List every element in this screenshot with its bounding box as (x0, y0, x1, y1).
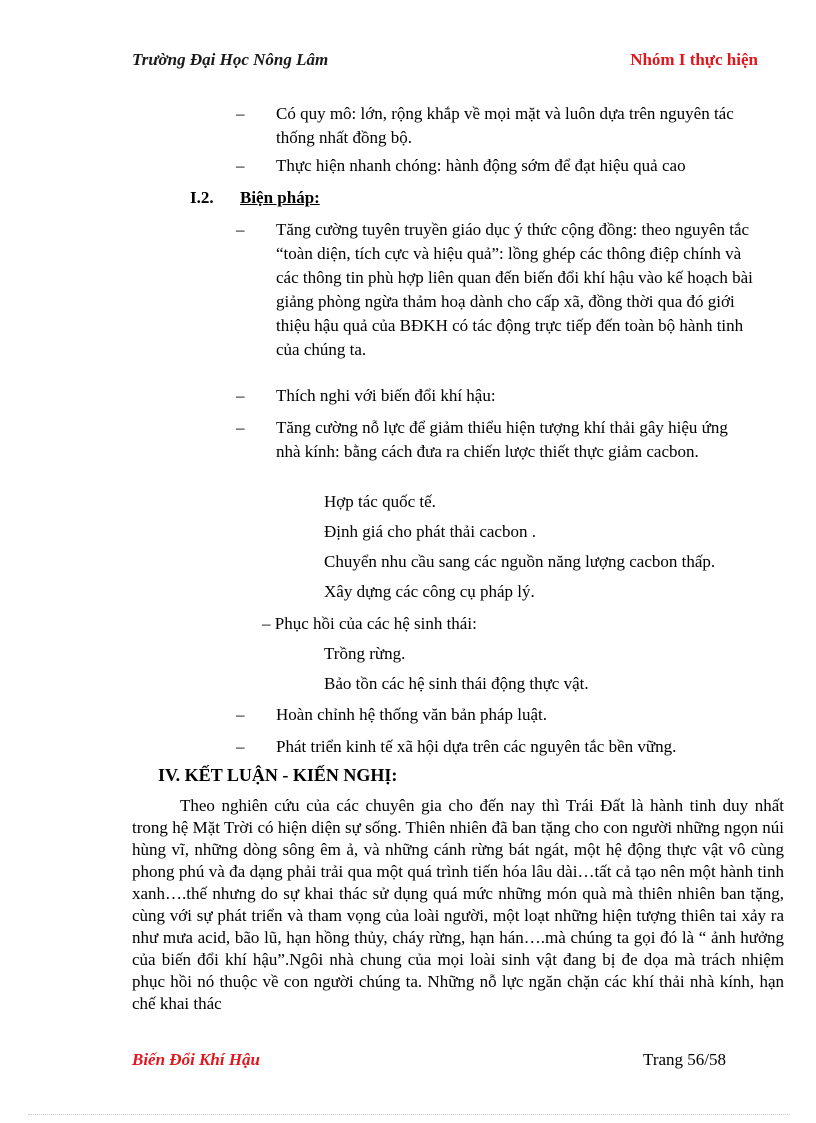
carbon-item: Định giá cho phát thải cacbon . (324, 522, 536, 541)
header-school-name: Trường Đại Học Nông Lâm (132, 50, 329, 69)
footer-title: Biến Đổi Khí Hậu (132, 1050, 261, 1069)
bullet-dash: – (236, 705, 245, 724)
bullet-dash: – (236, 386, 245, 405)
final-item-legal: Hoàn chỉnh hệ thống văn bản pháp luật. (276, 705, 547, 724)
bullet-dash: – (236, 104, 245, 123)
bullet-item-speed: Thực hiện nhanh chóng: hành động sớm để đạt hiệu quả cao (276, 156, 686, 175)
bullet-dash: – (236, 737, 245, 756)
measure-item-adaptation: Thích nghi với biến đổi khí hậu: (276, 386, 496, 405)
bullet-dash: – (236, 220, 245, 239)
final-item-sustainable: Phát triển kinh tế xã hội dựa trên các nguyên tắc bền vững. (276, 737, 677, 756)
page-number: Trang 56/58 (643, 1050, 726, 1069)
bullet-dash: – (236, 156, 245, 175)
measure-item-emissions: Tăng cường nỗ lực để giảm thiểu hiện tượng khí thải gây hiệu ứng nhà kính: bằng cách đưa ra chiến lược thiết thực giảm cacbon. (276, 418, 728, 461)
conclusion-paragraph: Theo nghiên cứu của các chuyên gia cho đến nay thì Trái Đất là hành tinh duy nhất trong hệ Mặt Trời có hiện diện sự sống. Thiên nhiên đã ban tặng cho con người những ngọn núi hùng vĩ, những dòng sông êm ả, và những cánh rừng bát ngát, một hệ động thực vật vô cùng phong phú và đa dạng phải trải qua một quá trình tiến hóa lâu dài…tất cả tạo nên một hành tinh xanh….thế nhưng do sự khai thác sử dụng quá mức những món quà mà thiên nhiên ban tặng, cùng với sự phát triển và tham vọng của loài người, một loạt những hiện tượng thiên tai xảy ra như mưa acid, bão lũ, hạn hồng thủy, cháy rừng, hạn hán….mà chúng ta gọi đó là “ ảnh hưởng của biến đổi khí hậu”.Ngôi nhà chung của mọi loài sinh vật đang bị đe dọa mà trách nhiệm phục hồi nó thuộc về con người chúng ta. Những nỗ lực ngăn chặn các khí thải nhà kính, hạn chế khai thác (132, 796, 784, 1013)
page-footer (132, 1050, 726, 1074)
bullet-item-scale: Có quy mô: lớn, rộng khắp về mọi mặt và luôn dựa trên nguyên tác thống nhất đồng bộ. (276, 104, 734, 147)
carbon-item: Xây dựng các công cụ pháp lý. (324, 582, 535, 601)
section-heading: Biện pháp: (240, 188, 320, 207)
section-number: I.2. (190, 188, 214, 207)
carbon-item: Chuyển nhu cầu sang các nguồn năng lượng cacbon thấp. (324, 552, 716, 571)
ecosystem-heading: – Phục hồi của các hệ sinh thái: (262, 614, 477, 633)
measure-item-education: Tăng cường tuyên truyền giáo dục ý thức cộng đồng: theo nguyên tắc “toàn diện, tích cực và hiệu quả”: lồng ghép các thông điệp chính và các thông tin phù hợp liên quan đến biến đổi khí hậu vào kế hoạch bài giảng phòng ngừa thảm hoạ dành cho cấp xã, đồng thời qua đó giới thiệu hậu quả của BĐKH có tác động trực tiếp đến toàn bộ hành tinh của chúng ta. (276, 220, 753, 359)
page-header (132, 50, 758, 74)
header-group-label: Nhóm I thực hiện (630, 50, 758, 69)
page-edge-divider (28, 1114, 788, 1115)
carbon-item: Hợp tác quốc tế. (324, 492, 436, 511)
conclusion-title: IV. KẾT LUẬN - KIẾN NGHỊ: (158, 765, 398, 785)
ecosystem-item: Trồng rừng. (324, 644, 406, 663)
ecosystem-item: Bảo tồn các hệ sinh thái động thực vật. (324, 674, 589, 693)
bullet-dash: – (236, 418, 245, 437)
